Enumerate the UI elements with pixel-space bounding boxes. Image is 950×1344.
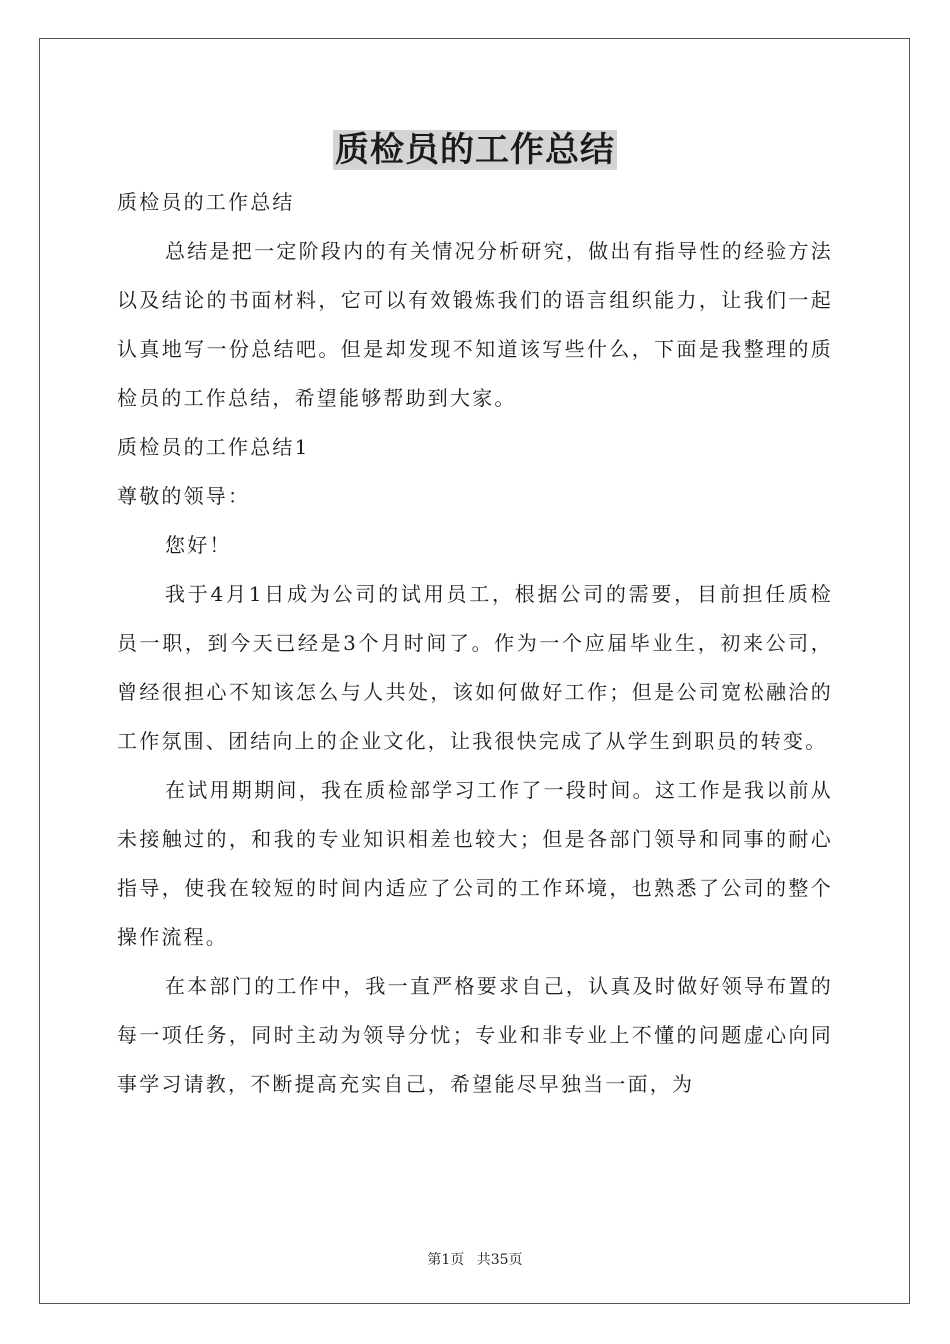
page-footer xyxy=(0,1249,950,1269)
document-body xyxy=(117,178,833,1109)
page-total: 共35页 xyxy=(476,1252,523,1268)
body-paragraph: 您好！ xyxy=(165,533,232,557)
document-title-text: 质检员的工作总结 xyxy=(335,130,615,170)
body-paragraph: 质检员的工作总结 xyxy=(117,190,295,214)
body-paragraph: 在本部门的工作中，我一直严格要求自己，认真及时做好领导布置的每一项任务，同时主动为领导分忧；专业和非专业上不懂的问题虚心向同事学习请教，不断提高充实自己，希望能尽早独当一面，为 xyxy=(117,974,833,1096)
body-paragraph: 尊敬的领导： xyxy=(117,484,251,508)
body-paragraph: 我于4月1日成为公司的试用员工，根据公司的需要，目前担任质检员一职，到今天已经是3个月时间了。作为一个应届毕业生，初来公司，曾经很担心不知该怎么与人共处，该如何做好工作；但是公司宽松融洽的工作氛围、团结向上的企业文化，让我很快完成了从学生到职员的转变。 xyxy=(117,582,833,753)
document-title xyxy=(0,126,950,174)
page-number: 第1页 xyxy=(427,1252,465,1268)
body-paragraph: 在试用期期间，我在质检部学习工作了一段时间。这工作是我以前从未接触过的，和我的专业知识相差也较大；但是各部门领导和同事的耐心指导，使我在较短的时间内适应了公司的工作环境，也熟悉了公司的整个操作流程。 xyxy=(117,778,833,949)
body-paragraph: 质检员的工作总结1 xyxy=(117,435,310,459)
body-paragraph: 总结是把一定阶段内的有关情况分析研究，做出有指导性的经验方法以及结论的书面材料，它可以有效锻炼我们的语言组织能力，让我们一起认真地写一份总结吧。但是却发现不知道该写些什么，下面是我整理的质检员的工作总结，希望能够帮助到大家。 xyxy=(117,239,833,410)
